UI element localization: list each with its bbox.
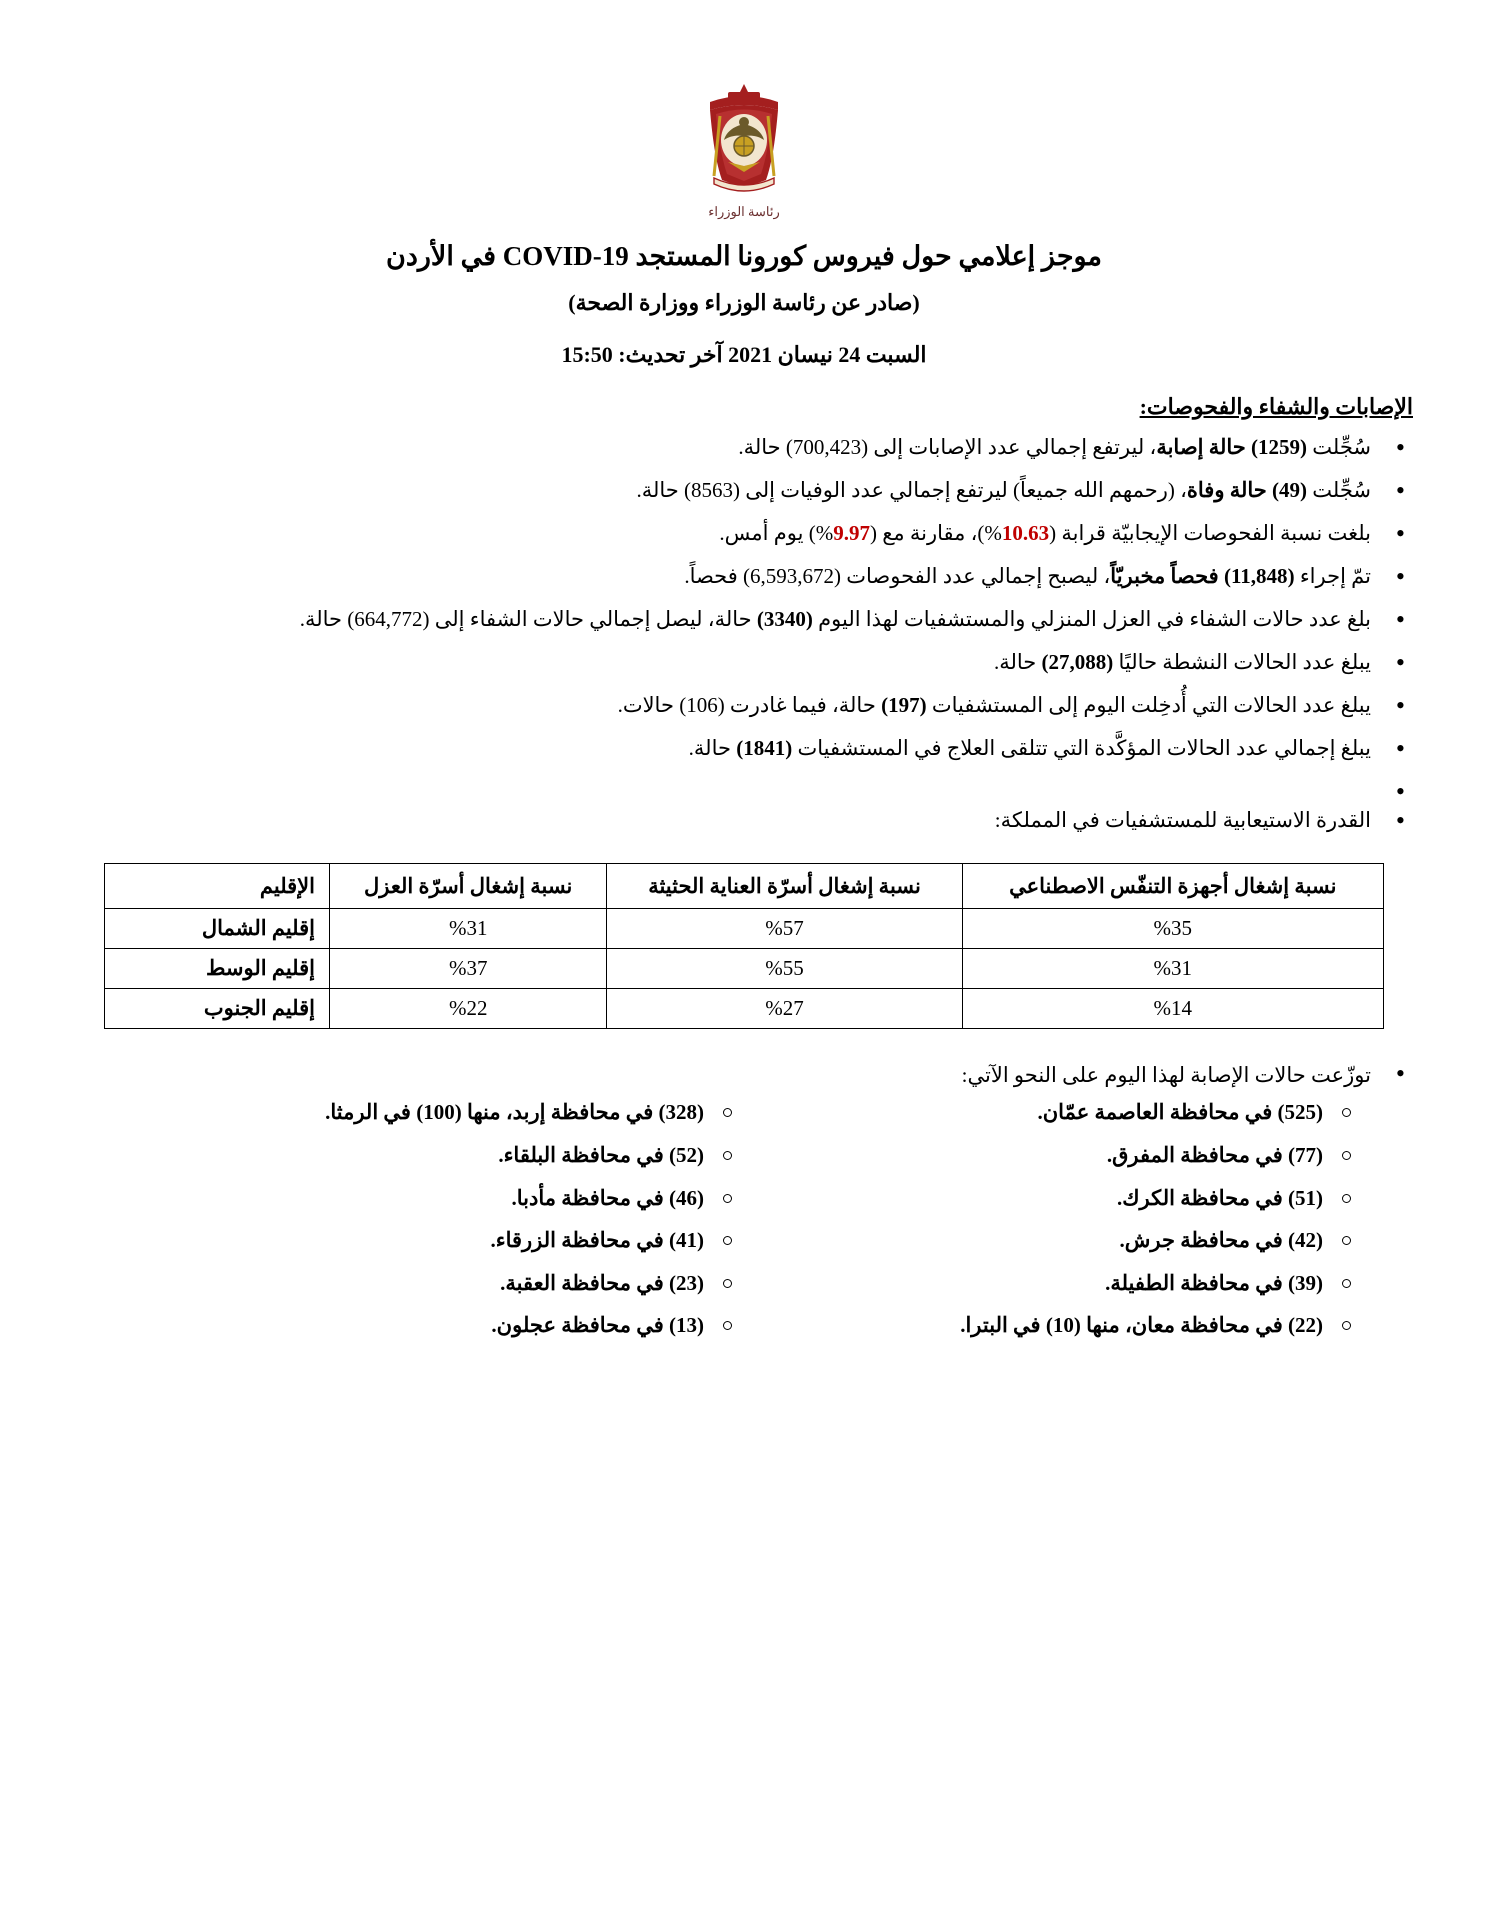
list-item-active-cases <box>75 645 1413 679</box>
table-row <box>105 909 1384 949</box>
text-mid: %)، مقارنة مع ( <box>869 520 1002 545</box>
cell-isolation: %37 <box>330 949 607 989</box>
text-bold: (197) <box>881 692 927 717</box>
hospital-capacity-table <box>104 863 1384 1029</box>
cell-ventilators: %31 <box>962 949 1383 989</box>
text-post: حالة. <box>994 649 1042 674</box>
positivity-yesterday-value: 9.97 <box>833 520 870 545</box>
cell-icu: %55 <box>607 949 962 989</box>
cell-region: إقليم الشمال <box>105 909 330 949</box>
text-pre: يبلغ عدد الحالات التي أُدخِلت اليوم إلى المستشفيات <box>926 692 1371 717</box>
list-item: (525) في محافظة العاصمة عمّان. <box>744 1096 1363 1130</box>
list-item: (51) في محافظة الكرك. <box>744 1182 1363 1216</box>
cell-icu: %27 <box>607 989 962 1029</box>
list-item-admissions <box>75 688 1413 722</box>
list-item: (328) في محافظة إربد، منها (100) في الرمثا. <box>85 1096 744 1130</box>
text-post: ، ليرتفع إجمالي عدد الإصابات إلى (700,423) حالة. <box>738 434 1157 459</box>
column-header-ventilators: نسبة إشغال أجهزة التنفّس الاصطناعي <box>962 863 1383 908</box>
page-title: موجز إعلامي حول فيروس كورونا المستجد COVID-19 في الأردن <box>386 241 1102 271</box>
cell-region: إقليم الجنوب <box>105 989 330 1029</box>
distribution-grid <box>75 1096 1413 1352</box>
text-post: حالة، ليصل إجمالي حالات الشفاء إلى (664,772) حالة. <box>299 606 757 631</box>
text-bold: (27,088) <box>1041 649 1114 674</box>
table-row <box>105 989 1384 1029</box>
list-item-positivity-rate <box>75 516 1413 550</box>
cell-ventilators: %35 <box>962 909 1383 949</box>
list-item-hospital-capacity: • القدرة الاستيعابية للمستشفيات في المملكة: <box>75 803 1413 837</box>
table-header-row <box>105 863 1384 908</box>
list-item-tests <box>75 559 1413 593</box>
list-item: (52) في محافظة البلقاء. <box>85 1139 744 1173</box>
text-post: ، ليصبح إجمالي عدد الفحوصات (6,593,672) فحصاً. <box>684 563 1111 588</box>
table-body <box>105 909 1384 1029</box>
positivity-today-value: 10.63 <box>1001 520 1050 545</box>
section-title-cases: الإصابات والشفاء والفحوصات: <box>1139 393 1413 419</box>
statistics-list <box>75 430 1413 837</box>
list-item-new-cases <box>75 430 1413 464</box>
document-date: السبت 24 نيسان 2021 آخر تحديث: 15:50 <box>561 341 927 367</box>
list-spacer <box>75 774 1413 794</box>
list-item-deaths <box>75 473 1413 507</box>
emblem-caption: رئاسة الوزراء <box>708 204 780 219</box>
table-header <box>105 863 1384 908</box>
text-pre: بلغت نسبة الفحوصات الإيجابيّة قرابة ( <box>1049 520 1371 545</box>
cell-ventilators: %14 <box>962 989 1383 1029</box>
document-subtitle: (صادر عن رئاسة الوزراء ووزارة الصحة) <box>568 289 920 315</box>
list-item-recoveries <box>75 602 1413 636</box>
text-pre: سُجِّلت <box>1307 434 1371 459</box>
text-bold: (1259) حالة إصابة <box>1156 434 1308 459</box>
list-item: (39) في محافظة الطفيلة. <box>744 1267 1363 1301</box>
text-pre: سُجِّلت <box>1307 477 1371 502</box>
text-pre: يبلغ عدد الحالات النشطة حاليًا <box>1113 649 1371 674</box>
cell-isolation: %31 <box>330 909 607 949</box>
list-item: (22) في محافظة معان، منها (10) في البترا. <box>744 1309 1363 1343</box>
list-item-in-treatment <box>75 731 1413 765</box>
jordan-coat-of-arms-icon <box>684 80 804 210</box>
column-header-isolation: نسبة إشغال أسرّة العزل <box>330 863 607 908</box>
distribution-column-left <box>75 1096 744 1352</box>
distribution-column-right <box>744 1096 1413 1352</box>
list-item: (77) في محافظة المفرق. <box>744 1139 1363 1173</box>
text-post: حالة، فيما غادرت (106) حالات. <box>617 692 882 717</box>
list-item: (41) في محافظة الزرقاء. <box>85 1224 744 1258</box>
column-header-region: الإقليم <box>105 863 330 908</box>
cell-isolation: %22 <box>330 989 607 1029</box>
list-item: (23) في محافظة العقبة. <box>85 1267 744 1301</box>
text-post: ، (رحمهم الله جميعاً) ليرتفع إجمالي عدد الوفيات إلى (8563) حالة. <box>636 477 1187 502</box>
text-bold: (1841) <box>736 735 793 760</box>
list-item: (13) في محافظة عجلون. <box>85 1309 744 1343</box>
list-item: (46) في محافظة مأدبا. <box>85 1182 744 1216</box>
text-post: حالة. <box>688 735 737 760</box>
emblem-block <box>75 80 1413 220</box>
text-pre: بلغ عدد حالات الشفاء في العزل المنزلي والمستشفيات لهذا اليوم <box>812 606 1371 631</box>
cell-region: إقليم الوسط <box>105 949 330 989</box>
text-bold: (3340) <box>756 606 813 631</box>
list-item: (42) في محافظة جرش. <box>744 1224 1363 1258</box>
text-pre: يبلغ إجمالي عدد الحالات المؤكَّدة التي تتلقى العلاج في المستشفيات <box>792 735 1371 760</box>
text-bold: (49) حالة وفاة <box>1186 477 1308 502</box>
distribution-intro: • توزّعت حالات الإصابة لهذا اليوم على النحو الآتي: <box>75 1063 1413 1088</box>
text-post: %) يوم أمس. <box>719 520 834 545</box>
column-header-icu: نسبة إشغال أسرّة العناية الحثيثة <box>607 863 962 908</box>
text-bold: (11,848) فحصاً مخبريّاً <box>1110 563 1295 588</box>
cell-icu: %57 <box>607 909 962 949</box>
text-pre: تمّ إجراء <box>1294 563 1371 588</box>
table-row <box>105 949 1384 989</box>
